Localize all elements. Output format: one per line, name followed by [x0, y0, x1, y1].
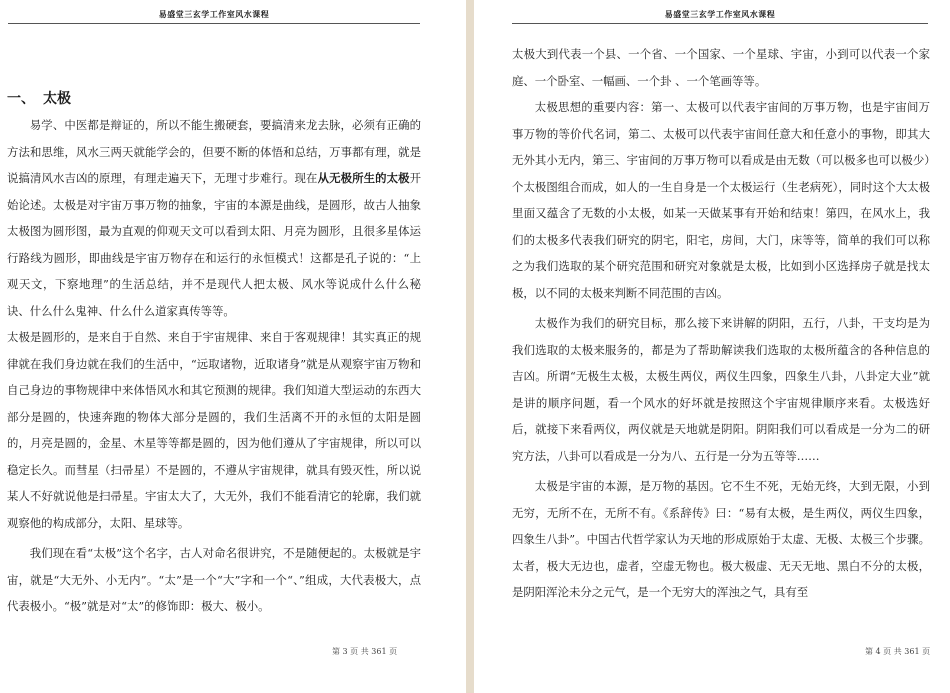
- left-page-body: [7, 86, 421, 620]
- paragraph: 我们现在看“太极”这个名字，古人对命名很讲究，不是随便起的。太极就是宇宙，就是“大无外、小无内”。“太”是一个“大”字和一个“、”组成，大代表极大，点代表极小。“极”就是对“太”的修饰即：极大、极小。: [7, 546, 421, 613]
- left-page: [0, 0, 466, 693]
- paragraph-text: 开始论述。太极是对宇宙万事万物的抽象，宇宙的本源是曲线，是圆形，故古人抽象太极图为圆形图，最为直观的仰观天文可以看到太阳、月亮为圆形，且很多星体运行路线为圆形，即曲线是宇宙万物存在和运行的永恒模式！这都是孔子说的：“上观天文，下察地理”的生活总结，并不是现代人把太极、风水等说成什么什么秘诀、什么什么鬼神、什么什么道家真传等等。: [7, 171, 421, 318]
- page-header: 易盛堂三玄学工作室风水课程: [8, 9, 420, 24]
- right-page-body: [512, 41, 930, 606]
- page-number: 第 4 页 共 361 页: [865, 647, 931, 656]
- page-header: 易盛堂三玄学工作室风水课程: [512, 9, 928, 24]
- right-page: [474, 0, 950, 693]
- page-number: 第 3 页 共 361 页: [332, 647, 398, 656]
- section-heading: [7, 86, 421, 112]
- paragraph: 太极作为我们的研究目标，那么接下来讲解的阴阳，五行，八卦，干支均是为我们选取的太极来服务的，都是为了帮助解读我们选取的太极所蕴含的各种信息的吉凶。所谓“无极生太极，太极生两仪，两仪生四象，四象生八卦，八卦定大业”就是讲的顺序问题，看一个风水的好坏就是按照这个宇宙规律顺序来看。太极选好后，就接下来看两仪，两仪就是天地就是阴阳。阴阳我们可以看成是一分为二的研究方法，八卦可以看成是一分为八、五行是一分为五等等……: [512, 316, 930, 463]
- heading-title: 太极: [43, 91, 71, 107]
- paragraph: 太极是圆形的，是来自于自然、来自于宇宙规律、来自于客观规律！其实真正的规律就在我们身边就在我们的生活中，“远取诸物，近取诸身”就是从观察宇宙万物和自己身边的事物规律中来体悟风水和其它预测的规律。我们知道大型运动的东西大部分是圆的，快速奔跑的物体大部分是圆的，我们生活离不开的永恒的太阳是圆的，月亮是圆的，金星、木星等等都是圆的，因为他们遵从了宇宙规律，所以可以稳定长久。而彗星（扫帚星）不是圆的，不遵从宇宙规律，就具有毁灭性，所以说某人不好就说他是扫帚星。宇宙太大了，大无外，我们不能看清它的轮廓，我们就观察他的构成部分，太阳、星球等。: [7, 330, 421, 530]
- paragraph: [7, 112, 421, 324]
- paragraph: 太极是宇宙的本源，是万物的基因。它不生不死，无始无终，大到无限，小到无穷，无所不在，无所不有。《系辞传》曰：“易有太极，是生两仪，两仪生四象，四象生八卦”。中国古代哲学家认为天地的形成原始于太虚、无极、太极三个步骤。太者，极大无边也，虚者，空虚无物也。极大极虚、无天无地、黑白不分的太极，是阴阳浑沦未分之元气，是一个无穷大的浑浊之气，具有至: [512, 479, 930, 599]
- paragraph: 太极思想的重要内容：第一、太极可以代表宇宙间的万事万物，也是宇宙间万事万物的等价代名词，第二、太极可以代表宇宙间任意大和任意小的事物，即其大无外其小无内，第三、宇宙间的万事万物可以看成是由无数（可以极多也可以极少）个太极图组合而成，如人的一生自身是一个太极运行（生老病死），同时这个大太极里面又蕴含了无数的小太极，如某一天做某事有开始和结束！第四，在风水上，我们的太极多代表我们研究的阴宅，阳宅，房间，大门，床等等，简单的我们可以称之为我们选取的某个研究范围和研究对象就是太极，比如到小区选择房子就是找太极，以不同的太极来判断不同范围的吉凶。: [512, 100, 930, 300]
- paragraph-text: 易学、中医都是辩证的，所以不能生搬硬套，要搞清来龙去脉，必须有正确的方法和思维，风水三两天就能学会的，但要不断的体悟和总结，万事都有理，就是说搞清风水吉凶的原理，有理走遍天下，无理寸步难行。现在: [7, 118, 421, 185]
- bold-text: 从无极所生的太极: [317, 171, 410, 185]
- heading-number: 一、: [7, 91, 35, 107]
- paragraph: 太极大到代表一个县、一个省、一个国家、一个星球、宇宙，小到可以代表一个家庭、一个卧室、一幅画、一个卦 、一个笔画等等。: [512, 47, 930, 88]
